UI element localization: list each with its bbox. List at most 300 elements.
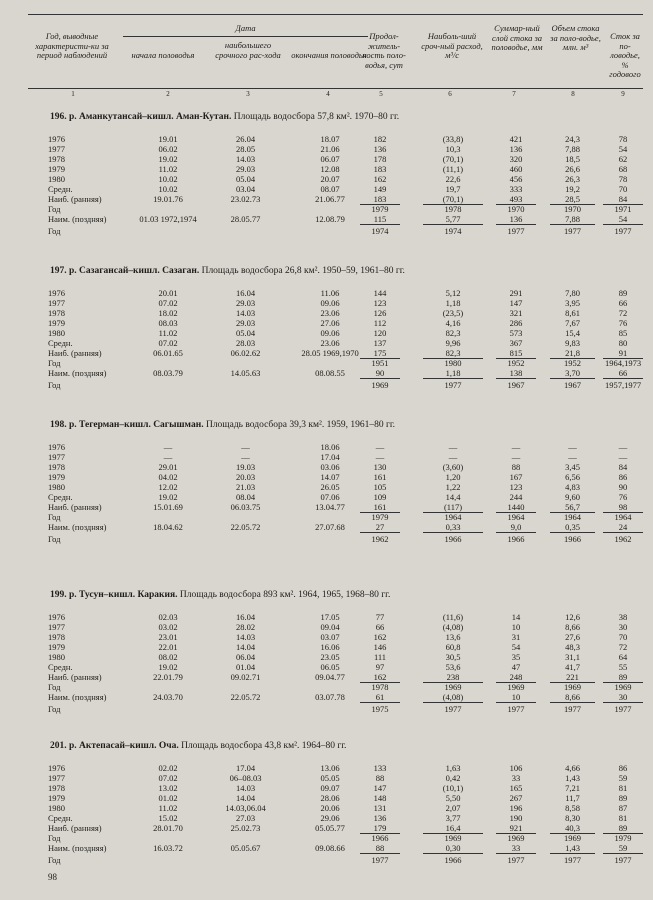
table-cell: 38 bbox=[618, 612, 628, 622]
table-cell: 291 bbox=[509, 288, 523, 298]
table-cell: 61 bbox=[360, 692, 400, 703]
table-cell: 68 bbox=[618, 164, 628, 174]
table-cell: 136 bbox=[509, 144, 523, 154]
table-cell: 21.03 bbox=[235, 482, 256, 492]
table-cell: 175 bbox=[360, 348, 400, 359]
table-row bbox=[28, 662, 643, 672]
table-cell: 1977 bbox=[48, 452, 65, 462]
table-cell: 1980 bbox=[48, 803, 65, 813]
table-cell: Год bbox=[48, 512, 61, 522]
table-cell: (11,6) bbox=[442, 612, 464, 622]
table-cell: 190 bbox=[509, 813, 523, 823]
table-cell: 0,35 bbox=[550, 522, 595, 533]
table-cell: 22.05.72 bbox=[230, 692, 261, 702]
table-cell: 4,16 bbox=[445, 318, 461, 328]
table-cell: 1967 bbox=[507, 380, 525, 390]
table-cell: 238 bbox=[423, 672, 483, 683]
table-cell: 1979 bbox=[371, 204, 389, 214]
table-cell: 0,42 bbox=[445, 773, 461, 783]
table-cell: 03.02 bbox=[158, 622, 178, 632]
table-cell: Средн. bbox=[48, 662, 73, 672]
table-cell: 1977 bbox=[564, 855, 581, 865]
table-cell: 136 bbox=[373, 144, 387, 154]
table-cell: 08.03.79 bbox=[153, 368, 183, 378]
table-cell: 1,18 bbox=[445, 298, 461, 308]
table-cell: 89 bbox=[618, 288, 628, 298]
table-cell: 1975 bbox=[371, 704, 389, 714]
table-cell: 05.04 bbox=[235, 174, 256, 184]
table-row bbox=[28, 704, 643, 714]
table-row bbox=[28, 843, 643, 853]
table-cell: 5,12 bbox=[445, 288, 461, 298]
table-cell: 1964 bbox=[507, 512, 525, 522]
table-cell: 01.02 bbox=[158, 793, 178, 803]
table-cell: 1964,1973 bbox=[604, 358, 642, 368]
table-cell: 08.03 bbox=[158, 318, 178, 328]
table-cell: 11.02 bbox=[158, 803, 178, 813]
table-cell: 76 bbox=[618, 492, 628, 502]
table-cell: 29.01 bbox=[158, 462, 178, 472]
table-row bbox=[28, 338, 643, 348]
table-cell: 24,3 bbox=[565, 134, 580, 144]
table-cell: 23.05 bbox=[320, 652, 340, 662]
table-row bbox=[28, 482, 643, 492]
table-row bbox=[28, 823, 643, 833]
table-cell: 47 bbox=[511, 662, 521, 672]
table-cell: 40,3 bbox=[550, 823, 595, 834]
table-cell: 09.06 bbox=[320, 328, 340, 338]
table-cell: 1979 bbox=[48, 793, 65, 803]
table-cell: (4,08) bbox=[442, 622, 464, 632]
table-cell: 1978 bbox=[48, 632, 65, 642]
table-cell: — bbox=[568, 452, 577, 462]
table-cell: 06.03.75 bbox=[230, 502, 261, 512]
table-cell: 03.06 bbox=[320, 462, 340, 472]
table-row bbox=[28, 502, 643, 512]
table-cell: 146 bbox=[373, 642, 387, 652]
table-cell: 0,33 bbox=[423, 522, 483, 533]
table-cell: — bbox=[511, 442, 521, 452]
table-cell: 1,22 bbox=[445, 482, 461, 492]
table-cell: 1977 bbox=[614, 226, 632, 236]
table-cell: 85 bbox=[618, 328, 628, 338]
table-cell: 18,5 bbox=[565, 154, 580, 164]
table-cell: 13,6 bbox=[445, 632, 461, 642]
table-cell: 1971 bbox=[614, 204, 632, 214]
table-cell: 1978 bbox=[371, 682, 389, 692]
table-cell: 28.06 bbox=[320, 793, 340, 803]
table-cell: 12.08 bbox=[320, 164, 340, 174]
table-cell: 179 bbox=[360, 823, 400, 834]
table-row bbox=[28, 164, 643, 174]
table-cell: 24 bbox=[603, 522, 643, 533]
table-cell: 29.06 bbox=[320, 813, 340, 823]
table-cell: 1978 bbox=[48, 783, 65, 793]
table-cell: 221 bbox=[550, 672, 595, 683]
table-cell: 1969 bbox=[371, 380, 389, 390]
table-cell: (70,1) bbox=[423, 194, 483, 205]
table-cell: 70 bbox=[618, 184, 628, 194]
table-row bbox=[28, 632, 643, 642]
table-header: Год, выводные характеристи-ки за период наблюдений Дата начала половодья наибольшего срочного рас-хода окончания половодья Продол-житель-ность поло-водья, сут Наиболь-ший сроч-ный расход, м³/с Суммар-ный слой стока за половодье, мм Объем стока за поло-водье, млн. м³ Сток за по-ловодье, % годового 1 2 3 4 5 6 7 8 9 bbox=[28, 14, 643, 99]
table-row bbox=[28, 154, 643, 164]
table-cell: 06.04 bbox=[235, 652, 256, 662]
table-row bbox=[28, 348, 643, 358]
table-cell: 14 bbox=[511, 612, 521, 622]
table-cell: 18.02 bbox=[158, 308, 178, 318]
table-cell: 20.01 bbox=[158, 288, 178, 298]
table-row bbox=[28, 226, 643, 236]
table-cell: 1977 bbox=[507, 704, 525, 714]
table-cell: 07.02 bbox=[158, 298, 178, 308]
table-cell: 1,43 bbox=[550, 843, 595, 854]
table-cell: 6,56 bbox=[565, 472, 580, 482]
table-cell: 80 bbox=[618, 338, 628, 348]
table-cell: 66 bbox=[618, 298, 628, 308]
table-cell: 1962 bbox=[371, 534, 389, 544]
table-cell: 27,6 bbox=[565, 632, 580, 642]
table-cell: 196 bbox=[509, 803, 523, 813]
table-cell: 286 bbox=[509, 318, 523, 328]
table-cell: 29.03 bbox=[235, 164, 256, 174]
table-cell: 115 bbox=[360, 214, 400, 225]
table-cell: 06–08.03 bbox=[229, 773, 262, 783]
table-cell: 137 bbox=[373, 338, 387, 348]
table-cell: 10,3 bbox=[445, 144, 461, 154]
table-cell: 1,20 bbox=[445, 472, 461, 482]
header-col-2: начала половодья bbox=[131, 50, 195, 60]
table-cell: 1969 bbox=[507, 833, 525, 843]
table-cell: 13.06 bbox=[320, 763, 340, 773]
table-cell: Наим. (поздняя) bbox=[48, 522, 107, 532]
table-cell: 08.07 bbox=[320, 184, 340, 194]
table-cell: 14,4 bbox=[445, 492, 461, 502]
table-cell: 1440 bbox=[496, 502, 536, 513]
table-cell: 98 bbox=[603, 502, 643, 513]
table-cell: 14.03,06.04 bbox=[225, 803, 266, 813]
table-cell: 13.04.77 bbox=[315, 502, 345, 512]
page-number: 98 bbox=[48, 872, 57, 882]
table-cell: 321 bbox=[509, 308, 523, 318]
table-cell: 23.06 bbox=[320, 338, 340, 348]
table-cell: 1962 bbox=[614, 534, 632, 544]
table-cell: 06.05 bbox=[320, 662, 340, 672]
table-cell: 07.02 bbox=[158, 338, 178, 348]
table-cell: 25.02.73 bbox=[230, 823, 261, 833]
table-cell: 14.03 bbox=[235, 154, 256, 164]
table-cell: 1979 bbox=[48, 164, 65, 174]
table-cell: 1951 bbox=[371, 358, 389, 368]
table-cell: 33 bbox=[496, 843, 536, 854]
table-cell: 13.02 bbox=[158, 783, 178, 793]
table-cell: 27 bbox=[360, 522, 400, 533]
table-cell: 1974 bbox=[444, 226, 462, 236]
table-cell: 1957,1977 bbox=[604, 380, 642, 390]
table-cell: 89 bbox=[603, 823, 643, 834]
table-cell: 53,6 bbox=[445, 662, 461, 672]
table-cell: — bbox=[448, 442, 458, 452]
table-cell: 21,8 bbox=[550, 348, 595, 359]
table-cell: 08.02 bbox=[158, 652, 178, 662]
table-cell: Год bbox=[48, 682, 61, 692]
table-cell: (10,1) bbox=[442, 783, 464, 793]
table-cell: 14.04 bbox=[235, 793, 256, 803]
table-cell: Год bbox=[48, 833, 61, 843]
table-cell: 28.02 bbox=[235, 622, 256, 632]
table-cell: 1966 bbox=[444, 855, 462, 865]
header-col-3: наибольшего срочного рас-хода bbox=[215, 40, 281, 60]
table-cell: 04.02 bbox=[158, 472, 178, 482]
table-cell: (117) bbox=[423, 502, 483, 513]
table-cell: 3,95 bbox=[565, 298, 580, 308]
table-cell: 123 bbox=[373, 298, 387, 308]
header-col-5: Продол-житель-ность поло-водья, сут bbox=[362, 31, 406, 70]
table-cell: 1952 bbox=[564, 358, 581, 368]
table-cell: 78 bbox=[618, 174, 628, 184]
table-cell: 267 bbox=[509, 793, 523, 803]
table-cell: 4,83 bbox=[565, 482, 580, 492]
table-cell: 161 bbox=[360, 502, 400, 513]
table-cell: 7,21 bbox=[565, 783, 580, 793]
table-row bbox=[28, 813, 643, 823]
table-cell: (11,1) bbox=[442, 164, 464, 174]
table-cell: 1980 bbox=[444, 358, 462, 368]
table-cell: 138 bbox=[496, 368, 536, 379]
header-col-6: Наиболь-ший сроч-ный расход, м³/с bbox=[421, 31, 483, 60]
table-cell: 35 bbox=[511, 652, 521, 662]
table-cell: 56,7 bbox=[550, 502, 595, 513]
table-cell: 133 bbox=[373, 763, 387, 773]
table-cell: 7,88 bbox=[550, 214, 595, 225]
header-date-group: Дата bbox=[235, 23, 256, 33]
table-cell: 27.03 bbox=[235, 813, 256, 823]
table-cell: 91 bbox=[603, 348, 643, 359]
table-cell: 11,7 bbox=[565, 793, 580, 803]
table-cell: 76 bbox=[618, 318, 628, 328]
table-cell: 18.06 bbox=[320, 442, 340, 452]
table-row bbox=[28, 855, 643, 865]
table-cell: 89 bbox=[618, 793, 628, 803]
table-cell: 136 bbox=[496, 214, 536, 225]
table-cell: 88 bbox=[360, 843, 400, 854]
table-cell: 87 bbox=[618, 803, 628, 813]
table-cell: 165 bbox=[509, 783, 523, 793]
section-title: 198. р. Тегерман–кишл. Сагышман. Площадь водосбора 39,3 км². 1959, 1961–80 гг. bbox=[50, 420, 396, 430]
table-cell: Средн. bbox=[48, 338, 73, 348]
table-cell: Наим. (поздняя) bbox=[48, 843, 107, 853]
table-cell: 1979 bbox=[48, 642, 65, 652]
table-cell: 10 bbox=[511, 622, 521, 632]
table-cell: 1977 bbox=[48, 144, 65, 154]
table-cell: 1,18 bbox=[423, 368, 483, 379]
table-cell: 16,4 bbox=[423, 823, 483, 834]
table-cell: 1977 bbox=[371, 855, 389, 865]
table-cell: 54 bbox=[618, 144, 628, 154]
table-cell: 14.03 bbox=[235, 783, 256, 793]
table-cell: 30,5 bbox=[445, 652, 461, 662]
table-cell: 23.01 bbox=[158, 632, 178, 642]
table-cell: 90 bbox=[360, 368, 400, 379]
table-cell: 84 bbox=[618, 462, 628, 472]
table-cell: 7,88 bbox=[565, 144, 580, 154]
table-cell: 109 bbox=[373, 492, 387, 502]
table-cell: Наиб. (ранняя) bbox=[48, 823, 102, 833]
table-cell: 66 bbox=[375, 622, 385, 632]
table-cell: 54 bbox=[511, 642, 521, 652]
table-cell: Наиб. (ранняя) bbox=[48, 672, 102, 682]
table-cell: 88 bbox=[511, 462, 521, 472]
table-row bbox=[28, 204, 643, 214]
header-col-4: окончания половодья bbox=[291, 50, 367, 60]
table-cell: 28.03 bbox=[235, 338, 256, 348]
table-cell: 03.07.78 bbox=[315, 692, 345, 702]
table-cell: 4,66 bbox=[565, 763, 580, 773]
table-cell: 1979 bbox=[48, 472, 65, 482]
table-cell: 17.04 bbox=[235, 763, 256, 773]
table-cell: 31 bbox=[511, 632, 521, 642]
table-row bbox=[28, 194, 643, 204]
table-cell: 120 bbox=[373, 328, 387, 338]
table-cell: (70,1) bbox=[442, 154, 464, 164]
table-cell: 105 bbox=[373, 482, 387, 492]
table-cell: 460 bbox=[509, 164, 523, 174]
table-cell: 19,7 bbox=[445, 184, 461, 194]
table-row bbox=[28, 358, 643, 368]
table-cell: 1977 bbox=[48, 622, 65, 632]
table-cell: 1977 bbox=[48, 773, 65, 783]
table-row bbox=[28, 288, 643, 298]
table-cell: Средн. bbox=[48, 492, 73, 502]
table-cell: 1964 bbox=[444, 512, 462, 522]
table-cell: 12.08.79 bbox=[315, 214, 345, 224]
table-cell: 1977 bbox=[614, 704, 632, 714]
table-row bbox=[28, 368, 643, 378]
table-cell: — bbox=[241, 452, 250, 462]
table-cell: 09.06 bbox=[320, 298, 340, 308]
table-cell: 03.07 bbox=[320, 632, 340, 642]
table-cell: 18.07 bbox=[320, 134, 340, 144]
table-cell: 162 bbox=[360, 672, 400, 683]
table-cell: 1978 bbox=[48, 308, 65, 318]
table-cell: 90 bbox=[618, 482, 628, 492]
table-cell: 05.04 bbox=[235, 328, 256, 338]
table-cell: 15.02 bbox=[158, 813, 178, 823]
table-row bbox=[28, 308, 643, 318]
table-row bbox=[28, 380, 643, 390]
table-cell: 1969 bbox=[614, 682, 632, 692]
table-cell: 1980 bbox=[48, 174, 65, 184]
table-row bbox=[28, 452, 643, 462]
table-cell: 06.02.62 bbox=[230, 348, 261, 358]
table-cell: 59 bbox=[618, 773, 628, 783]
table-cell: Год bbox=[48, 204, 61, 214]
table-row bbox=[28, 318, 643, 328]
table-cell: 3,45 bbox=[565, 462, 580, 472]
table-cell: 81 bbox=[618, 813, 628, 823]
table-cell: 9,96 bbox=[445, 338, 461, 348]
table-cell: 14.03 bbox=[235, 632, 256, 642]
table-cell: 48,3 bbox=[565, 642, 580, 652]
table-cell: — bbox=[375, 452, 385, 462]
table-cell: 9,60 bbox=[565, 492, 580, 502]
table-cell: 88 bbox=[375, 773, 385, 783]
table-cell: 26.04 bbox=[235, 134, 256, 144]
table-cell: 86 bbox=[618, 763, 628, 773]
table-cell: 02.02 bbox=[158, 763, 178, 773]
table-row bbox=[28, 214, 643, 224]
table-cell: 3,70 bbox=[550, 368, 595, 379]
table-cell: 1964 bbox=[614, 512, 632, 522]
table-cell: 1976 bbox=[48, 763, 65, 773]
table-cell: Наиб. (ранняя) bbox=[48, 502, 102, 512]
table-cell: 70 bbox=[618, 632, 628, 642]
table-cell: (33,8) bbox=[442, 134, 464, 144]
table-cell: 06.02 bbox=[158, 144, 178, 154]
section-title: 201. р. Актепасай–кишл. Оча. Площадь водосбора 43,8 км². 1964–80 гг. bbox=[50, 741, 347, 751]
table-cell: 28.05.77 bbox=[230, 214, 261, 224]
table-cell: 178 bbox=[373, 154, 387, 164]
table-cell: 1952 bbox=[507, 358, 525, 368]
table-cell: 112 bbox=[373, 318, 387, 328]
table-cell: 19.03 bbox=[235, 462, 256, 472]
table-cell: 26,3 bbox=[565, 174, 580, 184]
table-cell: (23,5) bbox=[442, 308, 464, 318]
table-cell: 1966 bbox=[564, 534, 581, 544]
table-cell: 20.03 bbox=[235, 472, 256, 482]
table-cell: 15,4 bbox=[565, 328, 580, 338]
table-cell: 41,7 bbox=[565, 662, 580, 672]
table-cell: 1977 bbox=[48, 298, 65, 308]
table-cell: 3,77 bbox=[445, 813, 461, 823]
table-cell: 09.02.71 bbox=[230, 672, 261, 682]
table-cell: 08.04 bbox=[235, 492, 256, 502]
table-cell: 573 bbox=[509, 328, 523, 338]
table-row bbox=[28, 522, 643, 532]
table-cell: 10.02 bbox=[158, 184, 178, 194]
table-cell: 21.06.77 bbox=[315, 194, 345, 204]
table-cell: 8,58 bbox=[565, 803, 580, 813]
table-cell: — bbox=[163, 442, 173, 452]
table-cell: 64 bbox=[618, 652, 628, 662]
table-cell: Год bbox=[48, 358, 61, 368]
table-cell: — bbox=[448, 452, 458, 462]
table-cell: 07.06 bbox=[320, 492, 340, 502]
table-cell: 1966 bbox=[371, 833, 389, 843]
table-cell: — bbox=[511, 452, 521, 462]
table-cell: 27.06 bbox=[320, 318, 340, 328]
table-cell: 55 bbox=[618, 662, 628, 672]
table-cell: 81 bbox=[618, 783, 628, 793]
table-cell: 72 bbox=[618, 642, 628, 652]
table-cell: 1966 bbox=[444, 534, 462, 544]
table-cell: 17.04 bbox=[320, 452, 340, 462]
table-row bbox=[28, 833, 643, 843]
table-cell: 30 bbox=[618, 622, 628, 632]
table-cell: 1970 bbox=[564, 204, 581, 214]
table-row bbox=[28, 184, 643, 194]
table-cell: 22.01.79 bbox=[153, 672, 183, 682]
table-cell: 11.06 bbox=[320, 288, 340, 298]
table-cell: 1969 bbox=[444, 833, 462, 843]
table-cell: 18.04.62 bbox=[153, 522, 183, 532]
table-cell: 9,83 bbox=[565, 338, 580, 348]
table-cell: 59 bbox=[603, 843, 643, 854]
table-cell: 19.02 bbox=[158, 154, 178, 164]
table-cell: 147 bbox=[509, 298, 523, 308]
table-cell: 2,07 bbox=[445, 803, 461, 813]
table-cell: 149 bbox=[373, 184, 387, 194]
table-cell: 26,6 bbox=[565, 164, 580, 174]
